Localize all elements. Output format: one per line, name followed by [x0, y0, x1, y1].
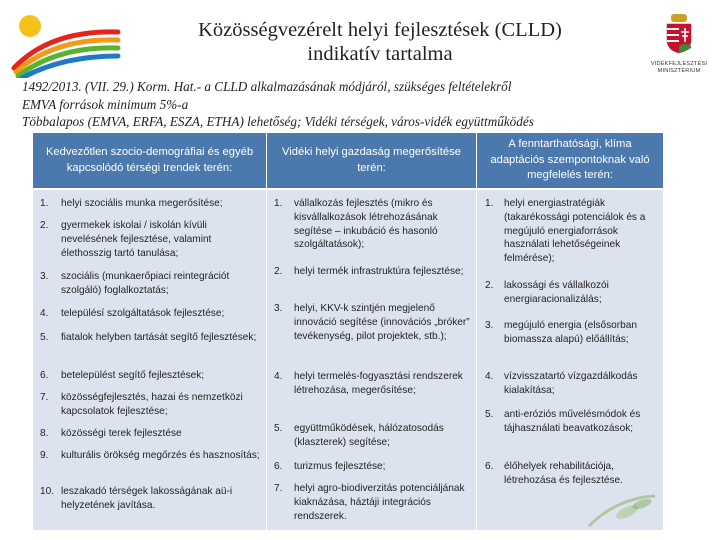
item-number: 2.	[274, 266, 283, 277]
item-text: közösségi terek fejlesztése	[61, 428, 182, 439]
item-number: 1.	[485, 198, 494, 209]
item-number: 8.	[40, 428, 49, 439]
item-number: 1.	[40, 198, 49, 209]
rainbow-swoosh-logo	[10, 10, 122, 78]
intro-line3: Többalapos (EMVA, ERFA, ESZA, ETHA) lehetőség; Vidéki térségek, város-vidék együttműködés	[22, 114, 534, 129]
item-text: élőhelyek rehabilitációja, létrehozása és fejlesztése.	[504, 461, 623, 486]
coat-of-arms-icon	[664, 12, 694, 54]
decorative-leaf-graphic	[587, 492, 657, 528]
item-number: 4.	[40, 308, 49, 319]
item-number: 3.	[485, 320, 494, 331]
item-text: helyi energiastratégiák (takarékossági potenciálok és a megújuló energiaforrások használati lehetőségeinek felmérése);	[504, 198, 646, 265]
item-text: helyi agro-biodiverzitás potenciáljának kiaknázása, háztáji integrációs rendszerek.	[294, 483, 465, 522]
column-body	[267, 190, 477, 530]
item-text: kulturális örökség megőrzés és hasznosítás;	[61, 450, 260, 461]
item-number: 6.	[274, 461, 283, 472]
content-table	[33, 133, 663, 530]
item-text: vállalkozás fejlesztés (mikro és kisvállalkozások létrehozásának segítése – inkubáció és hasonló szolgáltatások);	[294, 198, 438, 251]
item-number: 2.	[485, 280, 494, 291]
item-number: 3.	[40, 271, 49, 282]
item-number: 9.	[40, 450, 49, 461]
intro-line1: 1492/2013. (VII. 29.) Korm. Hat.- a CLLD alkalmazásának módjáról, szükséges feltételekről	[22, 79, 512, 94]
item-number: 4.	[485, 371, 494, 382]
item-number: 7.	[274, 483, 283, 494]
column-header: A fenntarthatósági, klíma adaptációs szempontoknak való megfelelés terén:	[477, 133, 663, 188]
item-number: 6.	[485, 461, 494, 472]
ministry-crest	[648, 12, 710, 72]
intro-line2: EMVA források minimum 5%-a	[22, 96, 189, 112]
item-number: 3.	[274, 303, 283, 314]
item-text: fiatalok helyben tartását segítő fejlesztések;	[61, 332, 257, 343]
item-number: 7.	[40, 392, 49, 403]
item-text: szociális (munkaerőpiaci reintegrációt szolgáló) foglalkoztatás;	[61, 271, 230, 296]
item-number: 1.	[274, 198, 283, 209]
crest-label-line2: MINISZTÉRIUM	[657, 67, 701, 74]
item-text: vízvisszatartó vízgazdálkodás kialakítása;	[504, 371, 638, 396]
intro-text	[22, 78, 662, 131]
crest-label	[648, 61, 710, 74]
item-text: leszakadó térségek lakosságának aü-i helyzetének javítása.	[61, 486, 233, 511]
item-number: 5.	[40, 332, 49, 343]
column-rural-economy	[267, 133, 477, 530]
item-text: településí szolgáltatások fejlesztése;	[61, 308, 225, 319]
column-header: Kedvezőtlen szocio-demográfiai és egyéb kapcsolódó térségi trendek terén:	[33, 133, 267, 188]
column-sustainability	[477, 133, 663, 530]
item-text: közösségfejlesztés, hazai és nemzetközi kapcsolatok fejlesztése;	[61, 392, 243, 417]
item-number: 5.	[274, 423, 283, 434]
item-number: 6.	[40, 370, 49, 381]
item-text: anti-eróziós művelésmódok és tájhasználati beavatkozások;	[504, 409, 641, 434]
column-body	[33, 190, 267, 530]
item-text: helyi szociális munka megerősítése;	[61, 198, 223, 209]
item-text: betelepülést segítő fejlesztések;	[61, 370, 205, 381]
column-socio-demographic	[33, 133, 267, 530]
item-text: turizmus fejlesztése;	[294, 461, 386, 472]
title-line1: Közösségvezérelt helyi fejlesztések (CLLD)	[198, 19, 562, 41]
item-text: helyi, KKV-k szintjén megjelenő innováció segítése (innovációs „bróker” tevékenység, pilot projektek, stb.);	[294, 303, 470, 342]
item-number: 5.	[485, 409, 494, 420]
item-text: helyi termék infrastruktúra fejlesztése;	[294, 266, 464, 277]
column-body	[477, 190, 663, 530]
title-line2: indikatív tartalma	[307, 43, 453, 65]
item-number: 2.	[40, 220, 49, 231]
item-text: együttműködések, hálózatosodás (klaszterek) segítése;	[294, 423, 444, 448]
column-header: Vidéki helyi gazdaság megerősítése terén:	[267, 133, 477, 188]
item-text: lakossági és vállalkozói energiaracionalizálás;	[504, 280, 609, 305]
item-text: helyi termelés-fogyasztási rendszerek létrehozása, megerősítése;	[294, 371, 463, 396]
item-text: gyermekek iskolai / iskolán kívüli nevelésének fejlesztése, valamint élethosszig tartó tanulása;	[61, 220, 212, 259]
item-number: 10.	[40, 486, 55, 497]
page-title	[120, 18, 640, 66]
item-text: megújuló energia (elsősorban biomassza alapú) előállítás;	[504, 320, 637, 345]
item-number: 4.	[274, 371, 283, 382]
crest-label-line1: VIDÉKFEJLESZTÉSI	[650, 61, 708, 67]
